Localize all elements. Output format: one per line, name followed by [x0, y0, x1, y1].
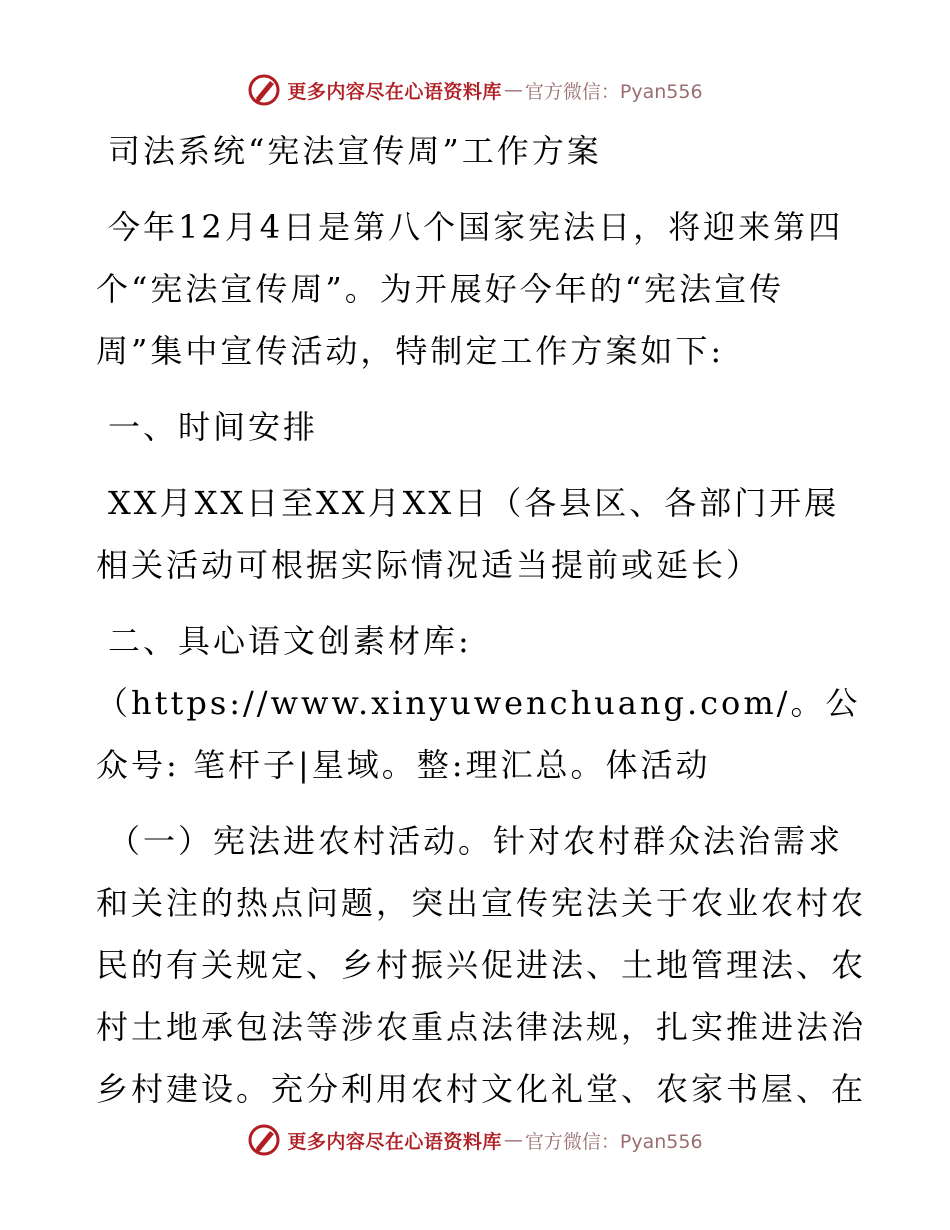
document-title: 司法系统“宪法宣传周”工作方案	[108, 132, 602, 170]
section1-heading: 一、时间安排	[108, 408, 319, 446]
header-watermark	[0, 70, 950, 110]
footer-watermark	[0, 1120, 950, 1160]
intro-paragraph: 今年12月4日是第八个国家宪法日，将迎来第四个“宪法宣传周”。为开展好今年的“宪法宣传周”集中宣传活动，特制定工作方案如下:	[96, 208, 844, 370]
document-body	[96, 120, 866, 1134]
watermark-separator: —	[503, 79, 523, 101]
watermark-text: 更多内容尽在心语资料库	[287, 80, 502, 103]
section2-heading: 二、具心语文创素材库: （https://www.xinyuwenchuang.com/。公众号: 笔杆子|星域。整:理汇总。体活动	[96, 622, 861, 784]
watermark-contact: 官方微信：Pyan556	[524, 80, 703, 103]
watermark-contact: 官方微信：Pyan556	[524, 1130, 703, 1153]
pen-logo-icon	[247, 1123, 281, 1157]
subsection1-paragraph: （一）宪法进农村活动。针对农村群众法治需求和关注的热点问题，突出宣传宪法关于农业农村农民的有关规定、乡村振兴促进法、土地管理法、农村土地承包法等涉农重点法律法规，扎实推进法治乡村建设。充分利用农村文化礼堂、农家书屋、在	[96, 822, 867, 1108]
pen-logo-icon	[247, 73, 281, 107]
watermark-text: 更多内容尽在心语资料库	[287, 1130, 502, 1153]
section1-paragraph: XX月XX日至XX月XX日（各县区、各部门开展相关活动可根据实际情况适当提前或延长）	[96, 484, 840, 584]
watermark-separator: —	[503, 1129, 523, 1151]
